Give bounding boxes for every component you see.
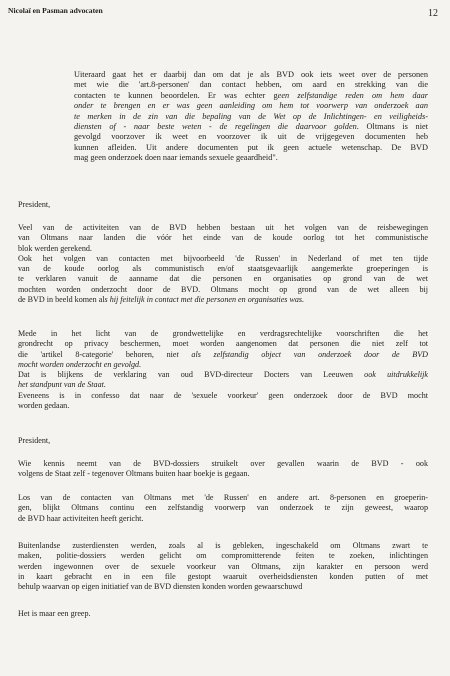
emphasis-text: onder te brengen en er was geen aanleiding om hem tot voorwerp van onderzoek aan [74, 101, 428, 111]
firm-header: Nicolaï en Pasman advocaten [8, 6, 103, 15]
text-segment: de BVD in beeld komen al [18, 295, 105, 305]
text-line [18, 295, 428, 305]
section-heading: President, [18, 200, 51, 209]
text-line [74, 122, 428, 132]
text-line: van de koude oorlog als communistisch en/of staatsgevaarlijk aangemerkte groeperingen is [18, 264, 428, 274]
paragraph-2 [18, 329, 428, 411]
text-line: van Oltmans naar landen die vóór het einde van de koude oorlog tot het communistische [18, 233, 428, 243]
text-segment: Dat is blijkens de verklaring van oud BVD-directeur Docters van Leeuwen [18, 370, 365, 380]
text-line [74, 91, 428, 101]
text-line: worden gedaan. [18, 401, 70, 411]
text-line: gevolgd voorzover ik weet en voorzover ik uit de vrijgegeven documenten heb [74, 132, 428, 142]
text-line: mochten worden onderzocht door de BVD. Oltmans mocht op grond van de wet alleen bij [18, 284, 428, 294]
emphasis-text: te merken in de zin van die bepaling van de Wet op de Inlichtingen- en veiligheids- [74, 111, 428, 121]
text-line: grondrecht op privacy beschermen, moet worden aangenomen dat personen die niet zelf tot [18, 339, 428, 349]
section-heading: President, [18, 436, 51, 445]
text-line: Veel van de activiteiten van de BVD hebben bestaan uit het volgen van de reisbewegingen [18, 223, 428, 232]
closing-line: Het is maar een greep. [18, 609, 91, 618]
text-line [18, 370, 428, 380]
text-segment: die 'artikel 8-categorie' behoren, nie [18, 349, 177, 359]
emphasis-text: het standpunt van de Staat. [18, 380, 106, 390]
text-line [74, 112, 428, 122]
text-line: met wie die 'art.8-personen' dan contact hebben, om aard en strekking van die [74, 80, 428, 90]
page-number: 12 [428, 8, 438, 19]
text-line [18, 350, 428, 360]
text-line: Eveneens is in confesso dat naar de 'sexuele voorkeur' geen onderzoek door de BVD mocht [18, 390, 428, 400]
text-line [18, 380, 428, 390]
emphasis-text: mocht worden onderzocht en gevolgd. [18, 359, 142, 369]
text-line [18, 360, 428, 370]
text-line: behulp waarvan op eigen initiatief van de BVD diensten konden worden gewaarschuwd [18, 582, 303, 592]
text-line: Wie kennis neemt van de BVD-dossiers struikelt over gevallen waarin de BVD - ook [18, 459, 428, 468]
emphasis-text: ook uitdrukkelijk [364, 370, 428, 380]
text-line [74, 101, 428, 111]
text-line: gen, blijkt Oltmans continu een zelfstandig voorwerp van onderzoek te zijn geweest, waarop [18, 503, 428, 513]
text-line: te verklaren vanuit de aanname dat die personen en organisaties op grond van de wet [18, 274, 428, 284]
emphasis-text: een zelfstandige reden om hem daar [277, 90, 429, 100]
text-line: blok werden gerekend. [18, 243, 92, 253]
text-line: werden ingewonnen over de sexuele voorkeur van Oltmans, zijn karakter en persoon werd [18, 561, 428, 571]
paragraph-1-heading [18, 200, 428, 210]
emphasis-text: diensten of - naar beste weten - de regelingen die daarvoor golden [74, 122, 357, 132]
emphasis-text: s hij feitelijk in contact met die personen en organisaties was. [104, 295, 305, 305]
paragraph-5 [18, 541, 428, 592]
text-segment: contacten te kunnen beoordelen. Er was echter g [74, 90, 278, 100]
emphasis-text: t als zelfstandig object van onderzoek door de BVD [176, 349, 428, 359]
quote-block [74, 70, 428, 164]
text-line: Buitenlandse zusterdiensten werden, zoals al is gebleken, ingeschakeld om Oltmans zwart te [18, 541, 428, 550]
text-line: kunnen afleiden. Uit andere documenten put ik geen actuele wetenschap. De BVD [74, 142, 428, 152]
text-line: maken, politie-dossiers werden gelicht om compromitterende feiten te zoeken, inlichtingen [18, 551, 428, 561]
paragraph-1 [18, 223, 428, 305]
text-line: de BVD haar activiteiten heeft gericht. [18, 513, 144, 523]
text-segment: . Oltmans is niet [356, 122, 429, 132]
text-line: Mede in het licht van de grondwettelijke en verdragsrechtelijke voorschriften die het [18, 329, 428, 338]
text-line: Los van de contacten van Oltmans met 'de Russen' en andere art. 8-personen en groeperin- [18, 493, 428, 502]
text-line: mag geen onderzoek doen naar iemands sexuele geaardheid". [74, 153, 278, 163]
paragraph-3 [18, 459, 428, 480]
text-line: Uiteraard gaat het er daarbij dan om dat je als BVD ook iets weet over de personen [74, 70, 428, 79]
closing-paragraph [18, 609, 428, 619]
paragraph-3-heading [18, 436, 428, 446]
text-line: in kaart gebracht en in een file gestopt waaruit overheidsdiensten konden putten of met [18, 571, 428, 581]
text-line: Ook het volgen van contacten met bijvoorbeeld 'de Russen' in Nederland of met ten tijde [18, 253, 428, 263]
text-line: volgens de Staat zelf - tegenover Oltmans buiten haar boekje is gegaan. [18, 469, 250, 479]
paragraph-4 [18, 493, 428, 524]
